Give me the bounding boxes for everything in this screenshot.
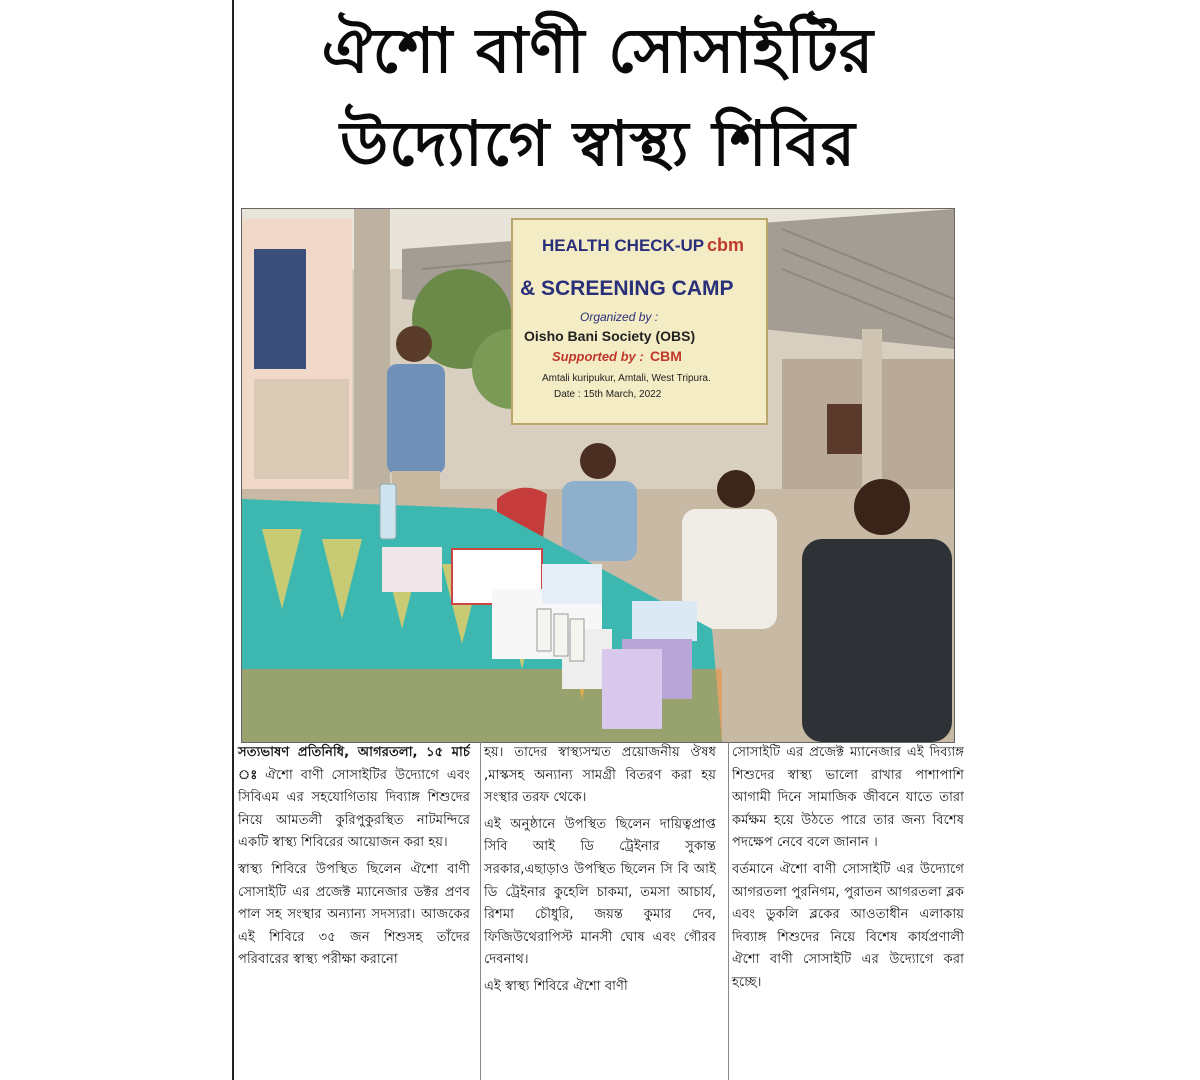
paragraph: সোসাইটি এর প্রজেক্ট ম্যানেজার এই দিব্যাঙ্গ শিশুদের স্বাস্থ্য ভালো রাখার পাশাপাশি আগামী দিনে সামাজিক জীবনে যাতে তারা কর্মক্ষম হয়ে উঠতে পারে তার জন্য বিশেষ পদক্ষেপ নেবে বলে জানান । <box>732 745 964 851</box>
paragraph: বর্তমানে ঐশো বাণী সোসাইটি এর উদ্যোগে আগরতলা পুরনিগম, পুরাতন আগরতলা ব্লক এবং ডুকলি ব্লকের আওতাধীন এলাকায় দিব্যাঙ্গ শিশুদের নিয়ে বিশেষ কার্যপ্রণালী ঐশো বাণী সোসাইটি এর উদ্যোগে করা হচ্ছে। <box>732 861 964 990</box>
banner-title-1: HEALTH CHECK-UP <box>542 236 705 255</box>
news-photo <box>241 208 955 743</box>
paragraph: এই স্বাস্থ্য শিবিরে ঐশো বাণী <box>484 978 628 994</box>
banner <box>512 219 767 424</box>
article-column-3 <box>732 742 964 999</box>
headline-line-1: ঐশো বাণী সোসাইটির <box>321 14 875 87</box>
article-column-1 <box>238 742 470 976</box>
headline-line-2: উদ্যোগে স্বাস্থ্য শিবির <box>340 107 856 180</box>
paragraph: ঐশো বাণী সোসাইটির উদ্যোগে এবং সিবিএম এর সহযোগিতায় দিব্যাঙ্গ শিশুদের নিয়ে আমতলী কুরিপুকুরস্থিত নাটমন্দিরে একটি স্বাস্থ্য শিবিরের আয়োজন করা হয়। <box>238 767 470 851</box>
paragraph: এই অনুষ্ঠানে উপস্থিত ছিলেন দায়িত্বপ্রাপ্ত সিবি আই ডি ট্রেইনার সুকান্ত সরকার,এছাড়াও উপস্থিত ছিলেন সি বি আই ডি ট্রেইনার কুহেলি চাকমা, তমসা আচার্য, রিশমা চৌধুরি, জয়ন্ত কুমার দেব, ফিজিউথেরাপিস্ট মানসী ঘোষ এবং গৌরব দেবনাথ। <box>484 816 716 968</box>
banner-organized-label: Organized by : <box>580 310 659 324</box>
article-body <box>238 742 964 1080</box>
paragraph: হয়। তাদের স্বাস্থ্যসম্মত প্রয়োজনীয় ঔষধ ,মাস্কসহ অন্যান্য সামগ্রী বিতরণ করা হয় সংস্থার তরফ থেকে। <box>484 745 716 806</box>
banner-address: Amtali kuripukur, Amtali, West Tripura. <box>542 373 711 384</box>
banner-supported-label: Supported by : <box>552 349 644 364</box>
banner-date: Date : 15th March, 2022 <box>554 389 662 400</box>
window-left <box>254 249 306 369</box>
banner-organizer: Oisho Bani Society (OBS) <box>524 328 696 344</box>
article-column-2 <box>484 742 716 1003</box>
banner-logo: cbm <box>707 235 745 255</box>
paragraph: স্বাস্থ্য শিবিরে উপস্থিত ছিলেন ঐশো বাণী সোসাইটি এর প্রজেক্ট ম্যানেজার ডক্টর প্রণব পাল সহ সংস্থার অন্যান্য সদস্যরা। আজকের এই শিবিরে ৩৫ জন শিশুসহ তাঁদের পরিবারের স্বাস্থ্য পরীক্ষা করানো <box>238 861 470 968</box>
banner-supporter: CBM <box>650 348 682 364</box>
dateline: সত্যভাষণ প্রতিনিধি, আগরতলা, ১৫ মার্চ ঃ <box>238 745 470 783</box>
left-column-rule <box>232 0 234 1080</box>
banner-title-2: & SCREENING CAMP <box>520 277 734 300</box>
